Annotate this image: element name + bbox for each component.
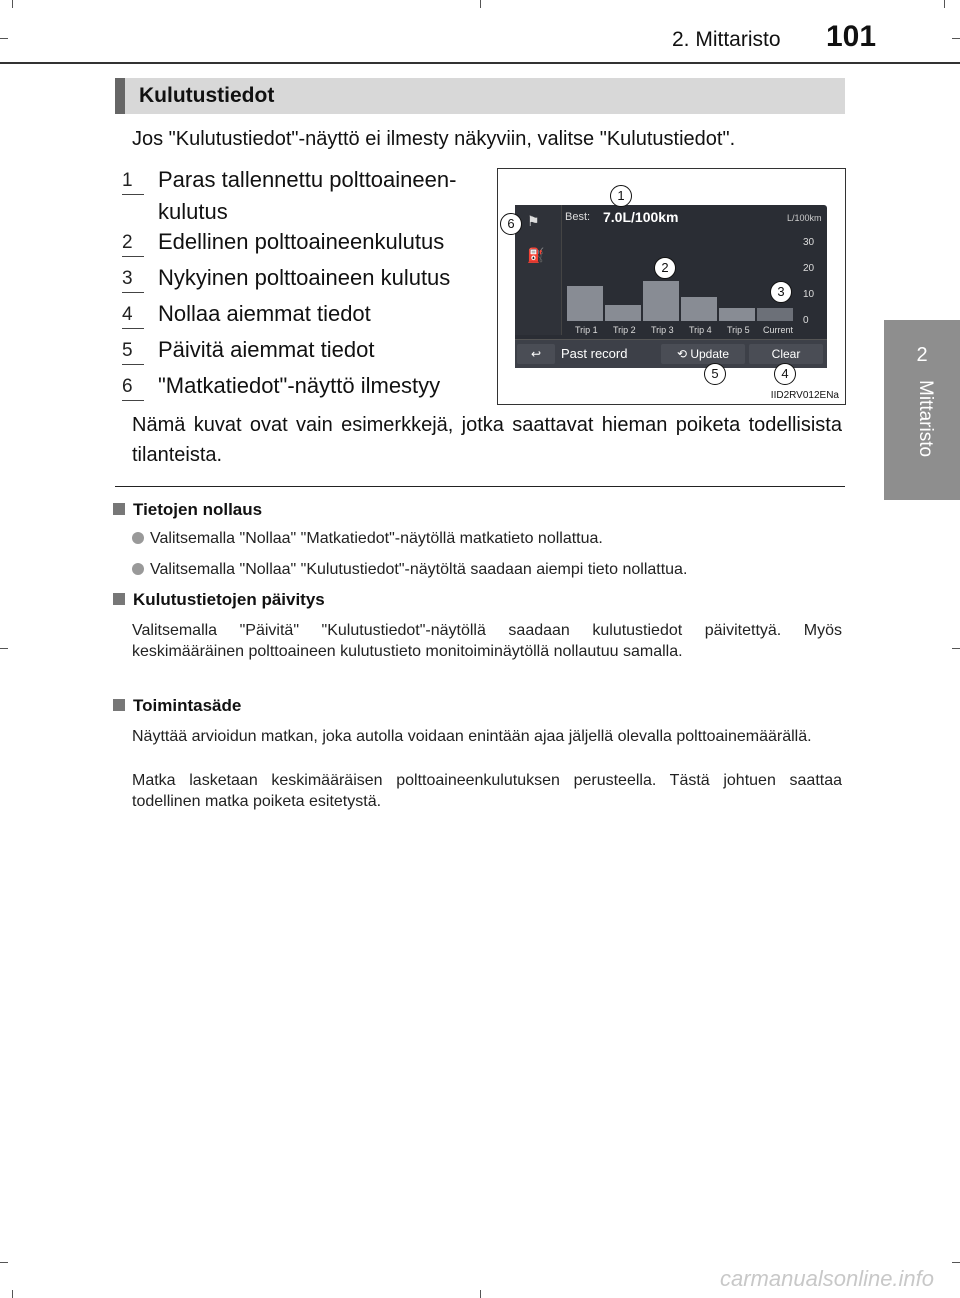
chapter-label: Mittaristo — [915, 380, 936, 458]
paragraph: Näyttää arvioidun matkan, joka autolla voidaan enintään ajaa jäljellä olevalla polttoainemäärällä. — [132, 728, 812, 745]
crop-mark — [952, 1262, 960, 1263]
item-number: 2 — [122, 230, 144, 257]
crop-mark — [952, 648, 960, 649]
paragraph: Valitsemalla "Päivitä" "Kulutustiedot"-näytöllä saadaan kulutustiedot päivitettyä. Myös keskimääräinen polttoaineen kulutustieto monitoiminäytöllä nollautuu samalla. — [132, 622, 842, 660]
crop-mark — [12, 0, 13, 8]
crop-mark — [12, 1290, 13, 1298]
divider — [115, 486, 845, 487]
item-text: Nykyinen polttoaineen kulutus — [158, 265, 451, 290]
square-bullet-icon — [113, 503, 125, 515]
trip-bar — [605, 305, 641, 321]
note-text: Nämä kuvat ovat vain esimerkkejä, jotka saattavat hieman poiketa todellisista tilanteista. — [132, 414, 842, 466]
screen-sidebar — [515, 205, 562, 335]
round-bullet-icon — [132, 532, 144, 544]
heading-text: Kulutustiedot — [139, 84, 275, 107]
trip-label: Trip 3 — [651, 325, 674, 335]
section-heading — [115, 78, 845, 114]
trip-bar — [567, 286, 603, 321]
intro-text: Jos "Kulutustiedot"-näyttö ei ilmesty näkyviin, valitse "Kulutustiedot". — [132, 128, 736, 150]
item-text: "Matkatiedot"-näyttö ilmestyy — [158, 373, 441, 398]
item-text: Edellinen polttoaineenkulutus — [158, 229, 445, 254]
best-value: 7.0L/100km — [603, 209, 679, 225]
list-item — [122, 298, 482, 330]
crop-mark — [480, 1290, 481, 1298]
list-item — [122, 334, 482, 366]
item-number: 1 — [122, 168, 144, 195]
crop-mark — [0, 648, 8, 649]
update-button[interactable]: ⟲ Update — [661, 344, 745, 364]
round-bullet-icon — [132, 563, 144, 575]
list-item — [122, 226, 482, 258]
y-tick: 20 — [803, 263, 815, 274]
past-record-label: Past record — [561, 346, 628, 361]
chapter-number: 2 — [916, 344, 928, 366]
item-text: Paras tallennettu polttoaineen- kulutus — [158, 167, 457, 224]
checkered-flag-icon: ⚑ — [527, 213, 540, 229]
crop-mark — [0, 1262, 8, 1263]
list-item — [122, 262, 482, 294]
bullet-item: Valitsemalla "Nollaa" "Matkatiedot"-näytöllä matkatieto nollattua. — [132, 530, 844, 548]
figure-code: IID2RV012ENa — [770, 390, 839, 401]
unit-label: L/100km — [787, 213, 822, 223]
callout-6: 6 — [500, 213, 522, 235]
clear-button[interactable]: Clear — [749, 344, 823, 364]
callout-2: 2 — [654, 257, 676, 279]
subheading: Tietojen nollaus — [113, 500, 262, 520]
section-title: 2. Mittaristo — [672, 28, 781, 51]
item-number: 3 — [122, 266, 144, 293]
trip-bar — [757, 308, 793, 321]
trip-bar — [643, 281, 679, 321]
y-tick: 10 — [803, 289, 815, 300]
trip-label: Trip 5 — [727, 325, 750, 335]
trip-bar — [681, 297, 717, 321]
square-bullet-icon — [113, 699, 125, 711]
trip-label: Trip 4 — [689, 325, 712, 335]
item-number: 4 — [122, 302, 144, 329]
crop-mark — [0, 38, 8, 39]
trip-label: Trip 2 — [613, 325, 636, 335]
item-number: 5 — [122, 338, 144, 365]
callout-4: 4 — [774, 363, 796, 385]
consumption-screen-figure — [497, 168, 846, 405]
y-tick: 0 — [803, 315, 809, 326]
crop-mark — [952, 38, 960, 39]
crop-mark — [480, 0, 481, 8]
back-button[interactable]: ↩ — [517, 344, 555, 364]
trip-bar — [719, 308, 755, 321]
item-number: 6 — [122, 374, 144, 401]
best-label: Best: — [565, 211, 591, 223]
heading-marker — [115, 78, 125, 114]
footer-watermark: carmanualsonline.info — [720, 1266, 935, 1291]
callout-3: 3 — [770, 281, 792, 303]
trip-label: Current — [763, 325, 794, 335]
subheading: Toimintasäde — [113, 696, 241, 716]
bullet-item: Valitsemalla "Nollaa" "Kulutustiedot"-näytöltä saadaan aiempi tieto nollattua. — [132, 561, 844, 579]
list-item — [122, 370, 482, 402]
subheading: Kulutustietojen päivitys — [113, 590, 325, 610]
item-text: Päivitä aiemmat tiedot — [158, 337, 375, 362]
crop-mark — [944, 0, 945, 8]
callout-1: 1 — [610, 185, 632, 207]
chapter-tab — [884, 320, 960, 500]
square-bullet-icon — [113, 593, 125, 605]
page-number: 101 — [826, 20, 877, 53]
list-item — [122, 164, 482, 228]
trip-label: Trip 1 — [575, 325, 598, 335]
header-rule — [0, 62, 960, 64]
paragraph: Matka lasketaan keskimääräisen polttoaineenkulutuksen perusteella. Tästä johtuen saattaa todellinen matka poiketa esitetystä. — [132, 772, 842, 810]
callout-5: 5 — [704, 363, 726, 385]
y-tick: 30 — [803, 237, 815, 248]
item-text: Nollaa aiemmat tiedot — [158, 301, 371, 326]
fuel-pump-icon: ⛽ — [527, 247, 545, 263]
